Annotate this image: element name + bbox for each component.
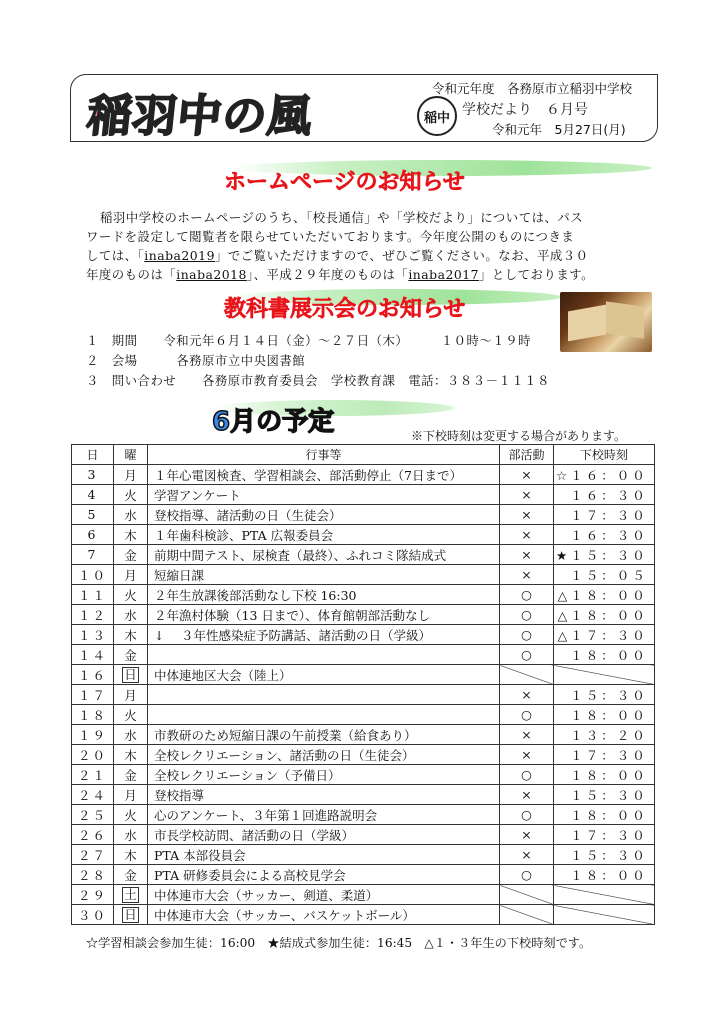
- cell-event: 中体連地区大会（陸上）: [148, 665, 500, 685]
- holiday-weekday-box: 日: [124, 906, 137, 922]
- cell-event: 中体連市大会（サッカー、剣道、柔道）: [148, 885, 500, 905]
- table-row: [72, 545, 655, 565]
- cell-time: １３：２０: [554, 725, 655, 745]
- cell-day: １６: [72, 665, 114, 685]
- table-row: [72, 505, 655, 525]
- cell-time: △１８：００: [554, 605, 655, 625]
- cell-club: ×: [500, 485, 554, 505]
- cell-club: ○: [500, 605, 554, 625]
- cell-time: １５：３０: [554, 785, 655, 805]
- cell-event: [148, 685, 500, 705]
- cell-weekday: 月: [114, 465, 148, 485]
- cell-weekday: [114, 905, 148, 925]
- cell-weekday: 金: [114, 645, 148, 665]
- table-row: [72, 685, 655, 705]
- cell-time: １８：００: [554, 805, 655, 825]
- table-row: [72, 605, 655, 625]
- cell-day: １１: [72, 585, 114, 605]
- cell-weekday: 月: [114, 785, 148, 805]
- table-row: [72, 905, 655, 925]
- table-row: [72, 845, 655, 865]
- cell-time: １７：３０: [554, 825, 655, 845]
- cell-club: ○: [500, 625, 554, 645]
- issue-date: 令和元年 5月27日(月): [492, 122, 626, 137]
- password-2017: inaba2017: [408, 267, 479, 282]
- cell-weekday: 水: [114, 725, 148, 745]
- cell-event: 前期中間テスト、尿検査（最終）、ふれコミ隊結成式: [148, 545, 500, 565]
- table-row: [72, 525, 655, 545]
- cell-club: ○: [500, 645, 554, 665]
- cell-day: ２４: [72, 785, 114, 805]
- cell-time: ★１５：３０: [554, 545, 655, 565]
- cell-event: PTA 研修委員会による高校見学会: [148, 865, 500, 885]
- cell-day: ２７: [72, 845, 114, 865]
- cell-time: １５：３０: [554, 685, 655, 705]
- cell-day: ３０: [72, 905, 114, 925]
- cell-club: ×: [500, 505, 554, 525]
- cell-club: [500, 885, 554, 905]
- table-row: [72, 565, 655, 585]
- cell-day: 7: [72, 545, 114, 565]
- table-row: [72, 585, 655, 605]
- holiday-weekday-box: 日: [124, 666, 137, 682]
- cell-event: １年歯科検診、PTA 広報委員会: [148, 525, 500, 545]
- book-page-left: [568, 305, 606, 342]
- cell-day: ２８: [72, 865, 114, 885]
- table-row: [72, 865, 655, 885]
- cell-time: [554, 665, 655, 685]
- password-2019: inaba2019: [144, 248, 215, 263]
- exhibit-item-contact: ３ 問い合わせ 各務原市教育委員会 学校教育課 電話：３８３－１１１８: [86, 373, 551, 388]
- table-row: [72, 665, 655, 685]
- footer-note: ☆学習相談会参加生徒：16:00 ★結成式参加生徒：16:45 △１・３年生の下校時刻です。: [86, 936, 592, 950]
- schedule-note: ※下校時刻は変更する場合があります。: [411, 429, 627, 443]
- cell-event: 中体連市大会（サッカー、バスケットボール）: [148, 905, 500, 925]
- cell-day: １８: [72, 705, 114, 725]
- cell-day: １３: [72, 625, 114, 645]
- cell-time: １７：３０: [554, 505, 655, 525]
- cell-event: 全校レクリエーション（予備日）: [148, 765, 500, 785]
- table-row: [72, 625, 655, 645]
- schedule-title: 6月の予定: [212, 407, 335, 437]
- cell-event: 学習アンケート: [148, 485, 500, 505]
- cell-club: ×: [500, 545, 554, 565]
- password-2018: inaba2018: [176, 267, 247, 282]
- school-name: 令和元年度 各務原市立稲羽中学校: [432, 81, 633, 96]
- homepage-line-1: 稲羽中学校のホームページのうち、「校長通信」や「学校だより」については、パス: [100, 210, 584, 225]
- cell-weekday: 木: [114, 525, 148, 545]
- cell-weekday: 水: [114, 505, 148, 525]
- homepage-line-3: しては、「inaba2019」でご覧いただけますので、ぜひご覧ください。なお、平成３０: [86, 248, 589, 263]
- cell-club: ○: [500, 585, 554, 605]
- header-club: 部活動: [500, 445, 554, 465]
- homepage-title: ホームページのお知らせ: [224, 170, 465, 195]
- cell-event: PTA 本部役員会: [148, 845, 500, 865]
- homepage-line-4: 年度のものは「inaba2018」、平成２９年度のものは「inaba2017」としております。: [86, 267, 595, 282]
- cell-time: △１７：３０: [554, 625, 655, 645]
- header-event: 行事等: [148, 445, 500, 465]
- cell-day: ２１: [72, 765, 114, 785]
- header-weekday: 曜: [114, 445, 148, 465]
- cell-day: １７: [72, 685, 114, 705]
- cell-event: 市教研のため短縮日課の午前授業（給食あり）: [148, 725, 500, 745]
- cell-club: [500, 665, 554, 685]
- cell-weekday: 木: [114, 625, 148, 645]
- table-row: [72, 645, 655, 665]
- issue-label: 学校だより ６月号: [462, 102, 588, 118]
- cell-weekday: 金: [114, 545, 148, 565]
- table-row: [72, 465, 655, 485]
- cell-club: ×: [500, 685, 554, 705]
- exhibit-item-venue: ２ 会場 各務原市立中央図書館: [86, 353, 306, 368]
- table-row: [72, 485, 655, 505]
- cell-weekday: 金: [114, 765, 148, 785]
- cell-day: 6: [72, 525, 114, 545]
- cell-time: １８：００: [554, 645, 655, 665]
- cell-day: １９: [72, 725, 114, 745]
- table-row: [72, 765, 655, 785]
- cell-weekday: 火: [114, 585, 148, 605]
- cell-club: ×: [500, 825, 554, 845]
- cell-club: ○: [500, 705, 554, 725]
- exhibit-title: 教科書展示会のお知らせ: [224, 297, 466, 322]
- cell-time: １８：００: [554, 865, 655, 885]
- cell-club: ○: [500, 765, 554, 785]
- book-page-right: [606, 301, 644, 338]
- cell-weekday: 月: [114, 565, 148, 585]
- cell-weekday: 木: [114, 745, 148, 765]
- cell-club: ○: [500, 805, 554, 825]
- cell-time: [554, 905, 655, 925]
- cell-day: ２６: [72, 825, 114, 845]
- exhibit-item-period: １ 期間 令和元年６月１４日（金）～２７日（木） １０時～１９時: [86, 333, 531, 348]
- cell-event: [148, 645, 500, 665]
- cell-time: １５：３０: [554, 845, 655, 865]
- cell-day: ２０: [72, 745, 114, 765]
- cell-weekday: 火: [114, 485, 148, 505]
- table-row: [72, 745, 655, 765]
- cell-club: ○: [500, 865, 554, 885]
- cell-event: 短縮日課: [148, 565, 500, 585]
- cell-event: １年心電図検査、学習相談会、部活動停止（7日まで）: [148, 465, 500, 485]
- cell-club: ×: [500, 745, 554, 765]
- cell-event: ２年漁村体験（13 日まで）、体育館朝部活動なし: [148, 605, 500, 625]
- cell-time: １８：００: [554, 705, 655, 725]
- school-seal-icon: 稲中: [417, 96, 457, 136]
- cell-weekday: 火: [114, 705, 148, 725]
- masthead-logo: 稲羽中の風: [84, 91, 316, 142]
- cell-weekday: 火: [114, 805, 148, 825]
- cell-club: ×: [500, 565, 554, 585]
- cell-time: ☆１６：００: [554, 465, 655, 485]
- cell-weekday: 月: [114, 685, 148, 705]
- cell-day: 5: [72, 505, 114, 525]
- cell-event: ２年生放課後部活動なし下校 16:30: [148, 585, 500, 605]
- cell-weekday: 金: [114, 865, 148, 885]
- cell-day: ２９: [72, 885, 114, 905]
- table-row: [72, 885, 655, 905]
- table-row: [72, 805, 655, 825]
- cell-time: １５：０５: [554, 565, 655, 585]
- table-row: [72, 785, 655, 805]
- cell-time: [554, 885, 655, 905]
- cell-event: 全校レクリエーション、諸活動の日（生徒会）: [148, 745, 500, 765]
- cell-club: ×: [500, 465, 554, 485]
- cell-weekday: 木: [114, 845, 148, 865]
- cell-event: 登校指導、諸活動の日（生徒会）: [148, 505, 500, 525]
- table-row: [72, 705, 655, 725]
- cell-time: １６：３０: [554, 525, 655, 545]
- cell-day: ２５: [72, 805, 114, 825]
- homepage-line-2: ワードを設定して閲覧者を限らせていただいております。今年度公開のものにつきま: [86, 229, 575, 244]
- table-row: [72, 825, 655, 845]
- cell-time: １６：３０: [554, 485, 655, 505]
- schedule-table: [71, 444, 655, 925]
- cell-weekday: 水: [114, 825, 148, 845]
- schedule-body: [72, 465, 655, 925]
- cell-time: １８：００: [554, 765, 655, 785]
- cell-day: 3: [72, 465, 114, 485]
- cell-day: 4: [72, 485, 114, 505]
- cell-event: ↓ ３年性感染症予防講話、諸活動の日（学級）: [148, 625, 500, 645]
- cell-club: ×: [500, 725, 554, 745]
- cell-weekday: [114, 665, 148, 685]
- cell-weekday: 水: [114, 605, 148, 625]
- cell-day: １２: [72, 605, 114, 625]
- cell-event: 市長学校訪問、諸活動の日（学級）: [148, 825, 500, 845]
- cell-club: ×: [500, 525, 554, 545]
- cell-weekday: [114, 885, 148, 905]
- book-illustration: [560, 292, 652, 352]
- header-day: 日: [72, 445, 114, 465]
- table-header-row: [72, 445, 655, 465]
- cell-club: ×: [500, 845, 554, 865]
- cell-event: 登校指導: [148, 785, 500, 805]
- table-row: [72, 725, 655, 745]
- cell-event: [148, 705, 500, 725]
- cell-time: △１８：００: [554, 585, 655, 605]
- holiday-weekday-box: 土: [124, 886, 137, 902]
- cell-event: 心のアンケート、３年第１回進路説明会: [148, 805, 500, 825]
- cell-day: １４: [72, 645, 114, 665]
- cell-time: １７：３０: [554, 745, 655, 765]
- cell-club: ×: [500, 785, 554, 805]
- cell-club: [500, 905, 554, 925]
- header-time: 下校時刻: [554, 445, 655, 465]
- cell-day: １０: [72, 565, 114, 585]
